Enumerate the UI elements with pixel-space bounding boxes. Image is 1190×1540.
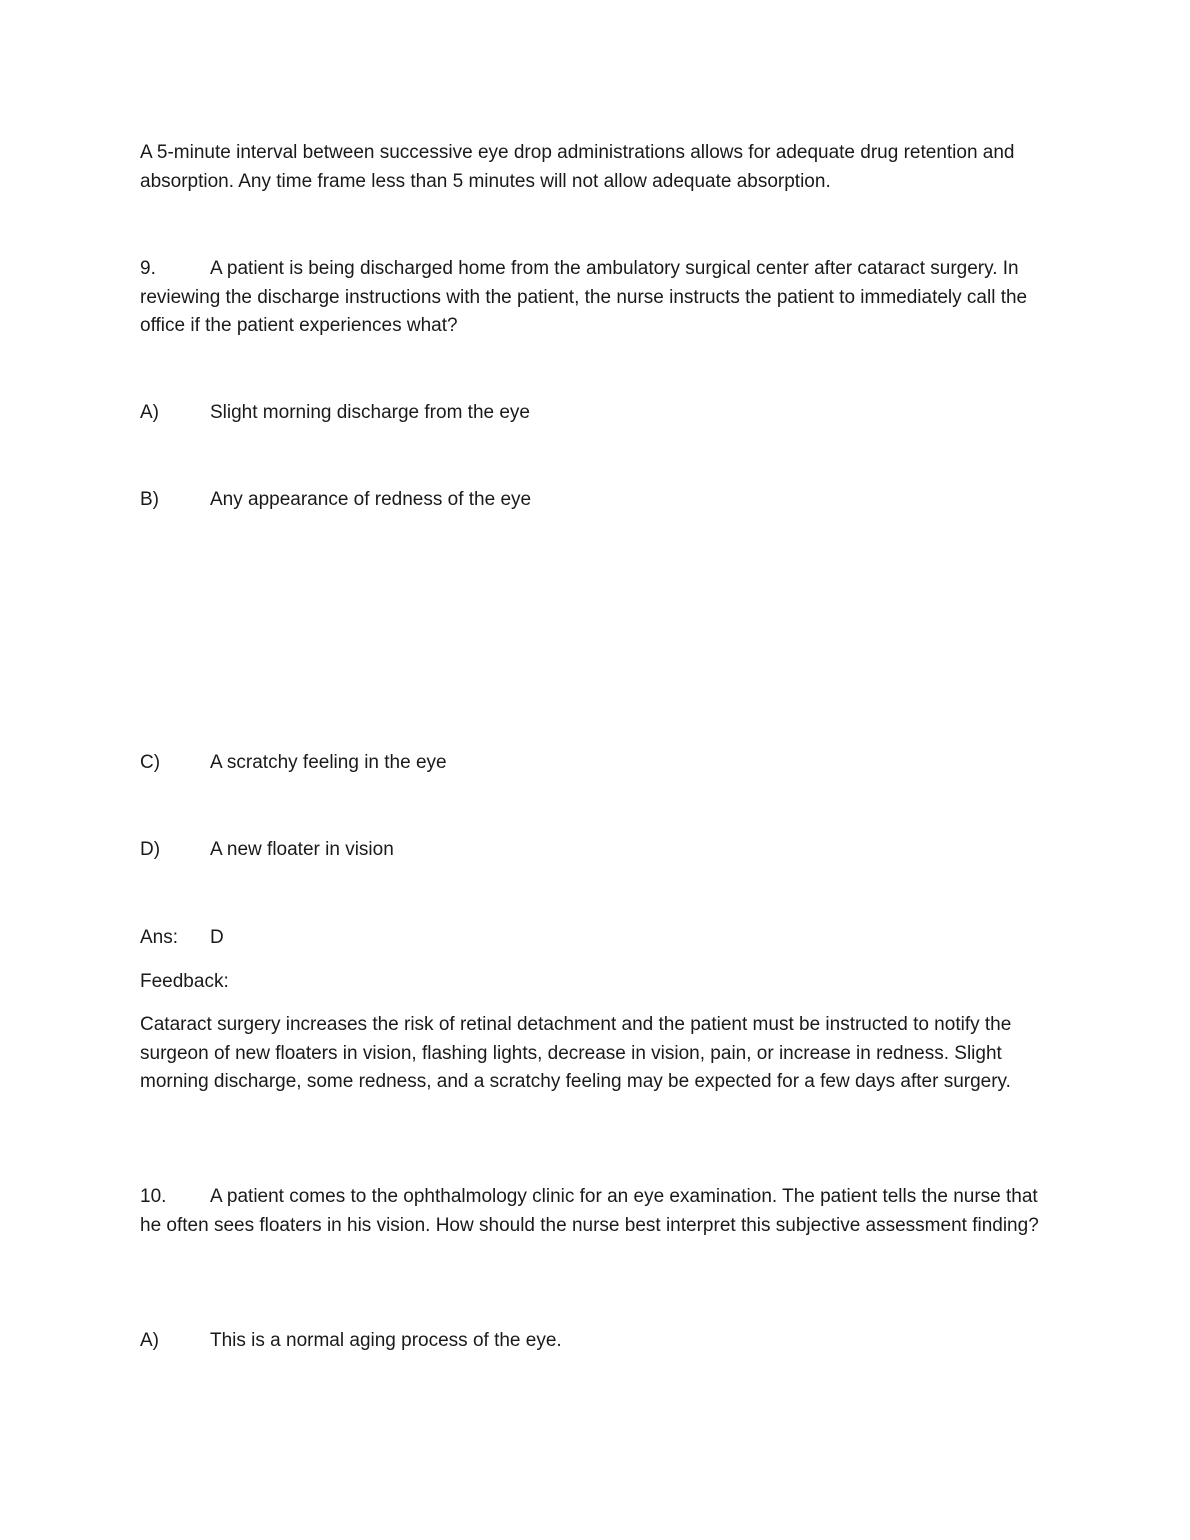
q9-option-d	[140, 836, 1050, 864]
question-9-number: 9.	[140, 258, 156, 279]
q10-option-a-letter: A)	[140, 1330, 159, 1351]
q9-option-b-text: Any appearance of redness of the eye	[210, 489, 532, 510]
q9-option-a-text: Slight morning discharge from the eye	[210, 402, 530, 423]
q9-answer	[140, 924, 1050, 952]
q9-option-a-letter: A)	[140, 402, 159, 423]
q9-option-d-letter: D)	[140, 839, 161, 860]
q9-option-a	[140, 399, 1050, 427]
previous-feedback-text: A 5-minute interval between successive eye drop administrations allows for adequate drug retention and absorption. Any time frame less than 5 minutes will not allow adequate absorption.	[140, 142, 1015, 192]
question-10-number: 10.	[140, 1186, 167, 1207]
q10-option-a	[140, 1327, 1050, 1355]
question-9-stem: A patient is being discharged home from the ambulatory surgical center after cataract surgery. In reviewing the discharge instructions with the patient, the nurse instructs the patient to immediately call the office if the patient experiences what?	[140, 258, 1028, 336]
q9-option-c-text: A scratchy feeling in the eye	[210, 752, 447, 773]
feedback-label: Feedback:	[140, 971, 229, 992]
answer-label: Ans:	[140, 927, 179, 948]
question-10	[140, 1183, 1050, 1240]
question-10-stem: A patient comes to the ophthalmology clinic for an eye examination. The patient tells the nurse that he often sees floaters in his vision. How should the nurse best interpret this subjective assessment finding?	[140, 1186, 1039, 1236]
q9-option-b-letter: B)	[140, 489, 159, 510]
q9-feedback-text: Cataract surgery increases the risk of retinal detachment and the patient must be instructed to notify the surgeon of new floaters in vision, flashing lights, decrease in vision, pain, or increase in redness. Slight morning discharge, some redness, and a scratchy feeling may be expected for a few days after surgery.	[140, 1014, 1012, 1092]
q9-option-c	[140, 749, 1050, 777]
q9-option-d-text: A new floater in vision	[210, 839, 394, 860]
q10-option-a-text: This is a normal aging process of the eye.	[210, 1330, 562, 1351]
answer-value: D	[210, 927, 224, 948]
q9-option-c-letter: C)	[140, 752, 161, 773]
q9-option-b	[140, 486, 1050, 514]
question-9	[140, 255, 1050, 341]
